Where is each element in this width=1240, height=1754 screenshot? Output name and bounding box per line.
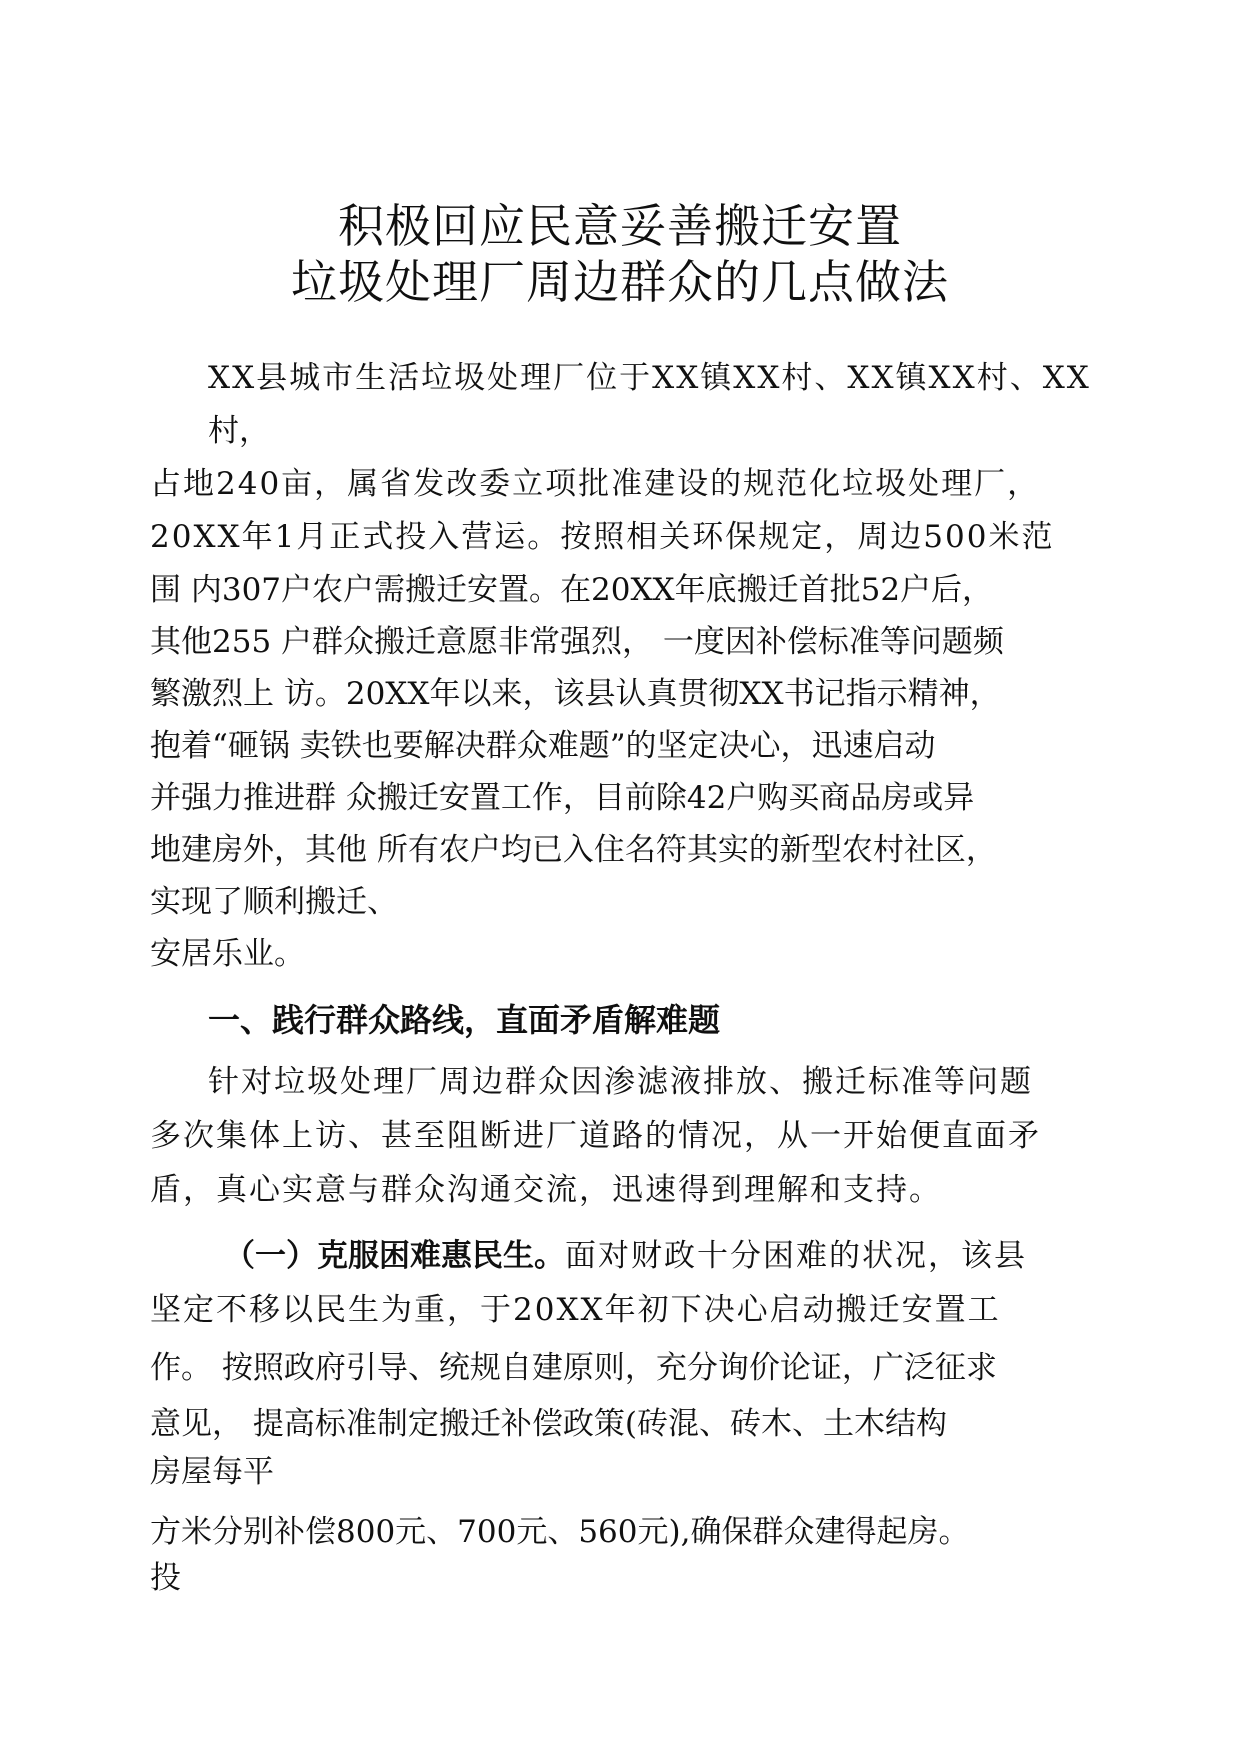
paragraph-line: 地建房外，其他 所有农户均已入住名符其实的新型农村社区， [150,832,997,868]
paragraph-line: 实现了顺利搬迁、 [150,884,398,920]
paragraph-line: 坚定不移以民生为重，于20XX年初下决心启动搬迁安置工 [150,1292,1001,1328]
paragraph-line: 投 [150,1560,181,1596]
paragraph-line: 抱着“砸锅 卖铁也要解决群众难题”的坚定决心，迅速启动 [150,728,936,764]
paragraph-line: 房屋每平 [150,1454,274,1490]
subsection-line [224,1236,1027,1276]
paragraph-line: 作。 按照政府引导、统规自建原则，充分询价论证，广泛征求 [150,1350,997,1386]
paragraph-line: 占地240亩，属省发改委立项批准建设的规范化垃圾处理厂， [150,466,1041,502]
paragraph-line: 安居乐业。 [150,936,305,972]
paragraph-line: 针对垃圾处理厂周边群众因渗滤液排放、搬迁标准等问题 [208,1064,1033,1100]
paragraph-line: 围 内307户农户需搬迁安置。在20XX年底搬迁首批52户后， [150,572,994,608]
subsection-heading: （一）克服困难惠民生。 [224,1238,565,1274]
paragraph-line: 并强力推进群 众搬迁安置工作，目前除42户购买商品房或异 [150,780,975,816]
document-title-line-1: 积极回应民意妥善搬迁安置 [338,199,902,253]
document-title-line-2: 垃圾处理厂周边群众的几点做法 [291,255,949,309]
paragraph-line: 意见， 提高标准制定搬迁补偿政策(砖混、砖木、土木结构 [150,1406,947,1442]
paragraph-line: 村， [208,413,270,449]
paragraph-line: XX县城市生活垃圾处理厂位于XX镇XX村、XX镇XX村、XX [208,360,1091,396]
paragraph-line: 其他255 户群众搬迁意愿非常强烈， 一度因补偿标准等问题频 [150,624,1004,660]
paragraph-line: 盾，真心实意与群众沟通交流，迅速得到理解和支持。 [150,1172,942,1208]
paragraph-text: 面对财政十分困难的状况，该县 [565,1238,1027,1274]
paragraph-line: 多次集体上访、甚至阻断进厂道路的情况，从一开始便直面矛 [150,1118,1041,1154]
paragraph-line: 繁激烈上 访。20XX年以来，该县认真贯彻XX书记指示精神， [150,676,1001,712]
paragraph-line: 方米分别补偿800元、700元、560元),确保群众建得起房。 [150,1514,970,1550]
section-heading: 一、践行群众路线，直面矛盾解难题 [208,1001,721,1039]
paragraph-line: 20XX年1月正式投入营运。按照相关环保规定，周边500米范 [150,519,1055,555]
